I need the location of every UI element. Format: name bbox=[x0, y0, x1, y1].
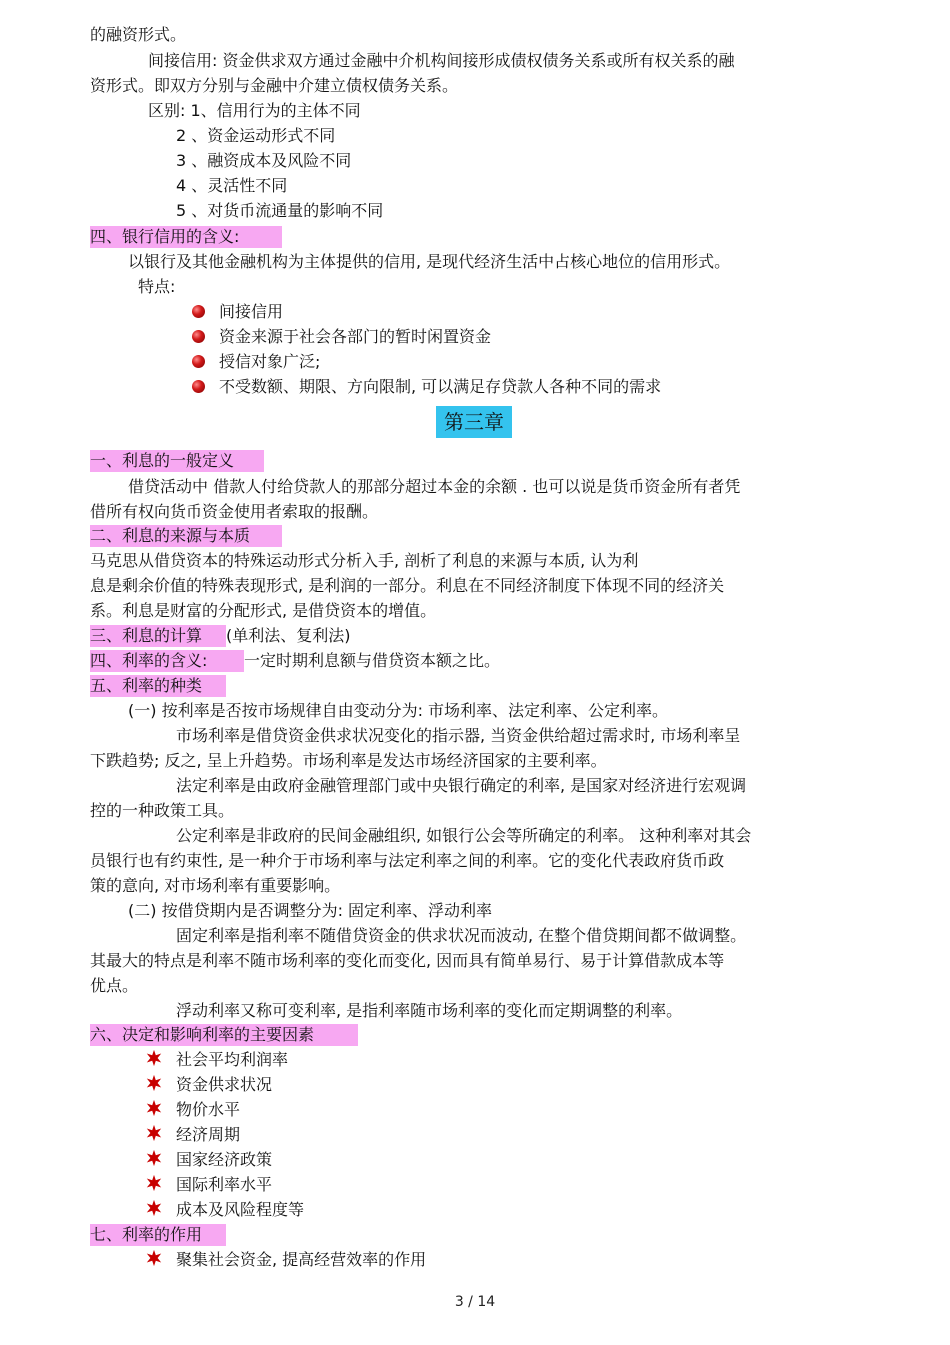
chapter-title: 第三章 bbox=[436, 406, 512, 438]
text-line: 借所有权向货币资金使用者索取的报酬。 bbox=[90, 502, 379, 521]
section-heading-text: 一、利息的一般定义 bbox=[90, 450, 264, 472]
text-line: (二) 按借贷期内是否调整分为: 固定利率、浮动利率 bbox=[128, 901, 493, 920]
text-line: 策的意向, 对市场利率有重要影响。 bbox=[90, 876, 341, 895]
section-heading-text: 六、决定和影响利率的主要因素 bbox=[90, 1024, 358, 1046]
red-ball-bullet-icon bbox=[192, 380, 205, 393]
text-line: 借贷活动中 借款人付给贷款人的那部分超过本金的余额 . 也可以说是货币资金所有者凭 bbox=[128, 477, 741, 496]
section-heading-text: 三、利息的计算 bbox=[90, 625, 226, 647]
text-line: 系。利息是财富的分配形式, 是借贷资本的增值。 bbox=[90, 601, 437, 620]
red-star-bullet-icon bbox=[145, 1049, 163, 1067]
list-item: 聚集社会资金, 提高经营效率的作用 bbox=[176, 1250, 427, 1269]
section-heading bbox=[90, 525, 282, 547]
list-item: 间接信用 bbox=[219, 302, 284, 321]
text-line: 特点: bbox=[138, 277, 176, 296]
section-heading bbox=[90, 675, 226, 697]
section-heading-note: 一定时期利息额与借贷资本额之比。 bbox=[244, 651, 501, 670]
red-star-bullet-icon bbox=[145, 1099, 163, 1117]
red-star-bullet-icon bbox=[145, 1249, 163, 1267]
section-heading bbox=[90, 1224, 226, 1246]
red-star-bullet-icon bbox=[145, 1174, 163, 1192]
text-line: 市场利率是借贷资金供求状况变化的指示器, 当资金供给超过需求时, 市场利率呈 bbox=[176, 726, 741, 745]
section-heading-text: 四、银行信用的含义: bbox=[90, 226, 282, 248]
section-heading-text: 二、利息的来源与本质 bbox=[90, 525, 282, 547]
text-line: 资形式。即双方分别与金融中介建立债权债务关系。 bbox=[90, 76, 459, 95]
red-star-bullet-icon bbox=[145, 1124, 163, 1142]
section-heading-note: (单利法、复利法) bbox=[226, 626, 351, 645]
section-heading bbox=[90, 625, 351, 647]
section-heading bbox=[90, 226, 282, 248]
section-heading bbox=[90, 450, 264, 472]
page-number: 3 / 14 bbox=[454, 1294, 496, 1310]
text-line: 区别: 1、信用行为的主体不同 bbox=[148, 101, 361, 120]
list-item: 不受数额、期限、方向限制, 可以满足存贷款人各种不同的需求 bbox=[219, 377, 662, 396]
red-ball-bullet-icon bbox=[192, 330, 205, 343]
text-line: 法定利率是由政府金融管理部门或中央银行确定的利率, 是国家对经济进行宏观调 bbox=[176, 776, 747, 795]
red-ball-bullet-icon bbox=[192, 355, 205, 368]
section-heading bbox=[90, 1024, 358, 1046]
text-line: (一) 按利率是否按市场规律自由变动分为: 市场利率、法定利率、公定利率。 bbox=[128, 701, 669, 720]
red-star-bullet-icon bbox=[145, 1199, 163, 1217]
text-line: 其最大的特点是利率不随市场利率的变化而变化, 因而具有简单易行、易于计算借款成本等 bbox=[90, 951, 725, 970]
text-line: 优点。 bbox=[90, 976, 139, 995]
red-star-bullet-icon bbox=[145, 1074, 163, 1092]
list-item: 资金供求状况 bbox=[176, 1075, 273, 1094]
text-line: 5 、对货币流通量的影响不同 bbox=[176, 201, 384, 220]
text-line: 2 、资金运动形式不同 bbox=[176, 126, 336, 145]
text-line: 固定利率是指利率不随借贷资金的供求状况而波动, 在整个借贷期间都不做调整。 bbox=[176, 926, 747, 945]
text-line: 间接信用: 资金供求双方通过金融中介机构间接形成债权债务关系或所有权关系的融 bbox=[148, 51, 735, 70]
text-line: 息是剩余价值的特殊表现形式, 是利润的一部分。利息在不同经济制度下体现不同的经济关 bbox=[90, 576, 725, 595]
list-item: 经济周期 bbox=[176, 1125, 241, 1144]
section-heading bbox=[90, 650, 500, 672]
text-line: 马克思从借贷资本的特殊运动形式分析入手, 剖析了利息的来源与本质, 认为利 bbox=[90, 551, 639, 570]
text-line: 3 、融资成本及风险不同 bbox=[176, 151, 352, 170]
list-item: 成本及风险程度等 bbox=[176, 1200, 305, 1219]
text-line: 以银行及其他金融机构为主体提供的信用, 是现代经济生活中占核心地位的信用形式。 bbox=[128, 252, 731, 271]
text-line: 下跌趋势; 反之, 呈上升趋势。市场利率是发达市场经济国家的主要利率。 bbox=[90, 751, 607, 770]
text-line: 浮动利率又称可变利率, 是指利率随市场利率的变化而定期调整的利率。 bbox=[176, 1001, 683, 1020]
text-line: 4 、灵活性不同 bbox=[176, 176, 288, 195]
red-ball-bullet-icon bbox=[192, 305, 205, 318]
text-line: 的融资形式。 bbox=[90, 25, 187, 44]
list-item: 物价水平 bbox=[176, 1100, 241, 1119]
list-item: 社会平均利润率 bbox=[176, 1050, 289, 1069]
section-heading-text: 七、利率的作用 bbox=[90, 1224, 226, 1246]
list-item: 授信对象广泛; bbox=[219, 352, 321, 371]
list-item: 国家经济政策 bbox=[176, 1150, 273, 1169]
section-heading-text: 五、利率的种类 bbox=[90, 675, 226, 697]
section-heading-text: 四、利率的含义: bbox=[90, 650, 244, 672]
list-item: 资金来源于社会各部门的暂时闲置资金 bbox=[219, 327, 492, 346]
text-line: 公定利率是非政府的民间金融组织, 如银行公会等所确定的利率。 这种利率对其会 bbox=[176, 826, 752, 845]
text-line: 控的一种政策工具。 bbox=[90, 801, 235, 820]
text-line: 员银行也有约束性, 是一种介于市场利率与法定利率之间的利率。它的变化代表政府货币政 bbox=[90, 851, 725, 870]
list-item: 国际利率水平 bbox=[176, 1175, 273, 1194]
red-star-bullet-icon bbox=[145, 1149, 163, 1167]
